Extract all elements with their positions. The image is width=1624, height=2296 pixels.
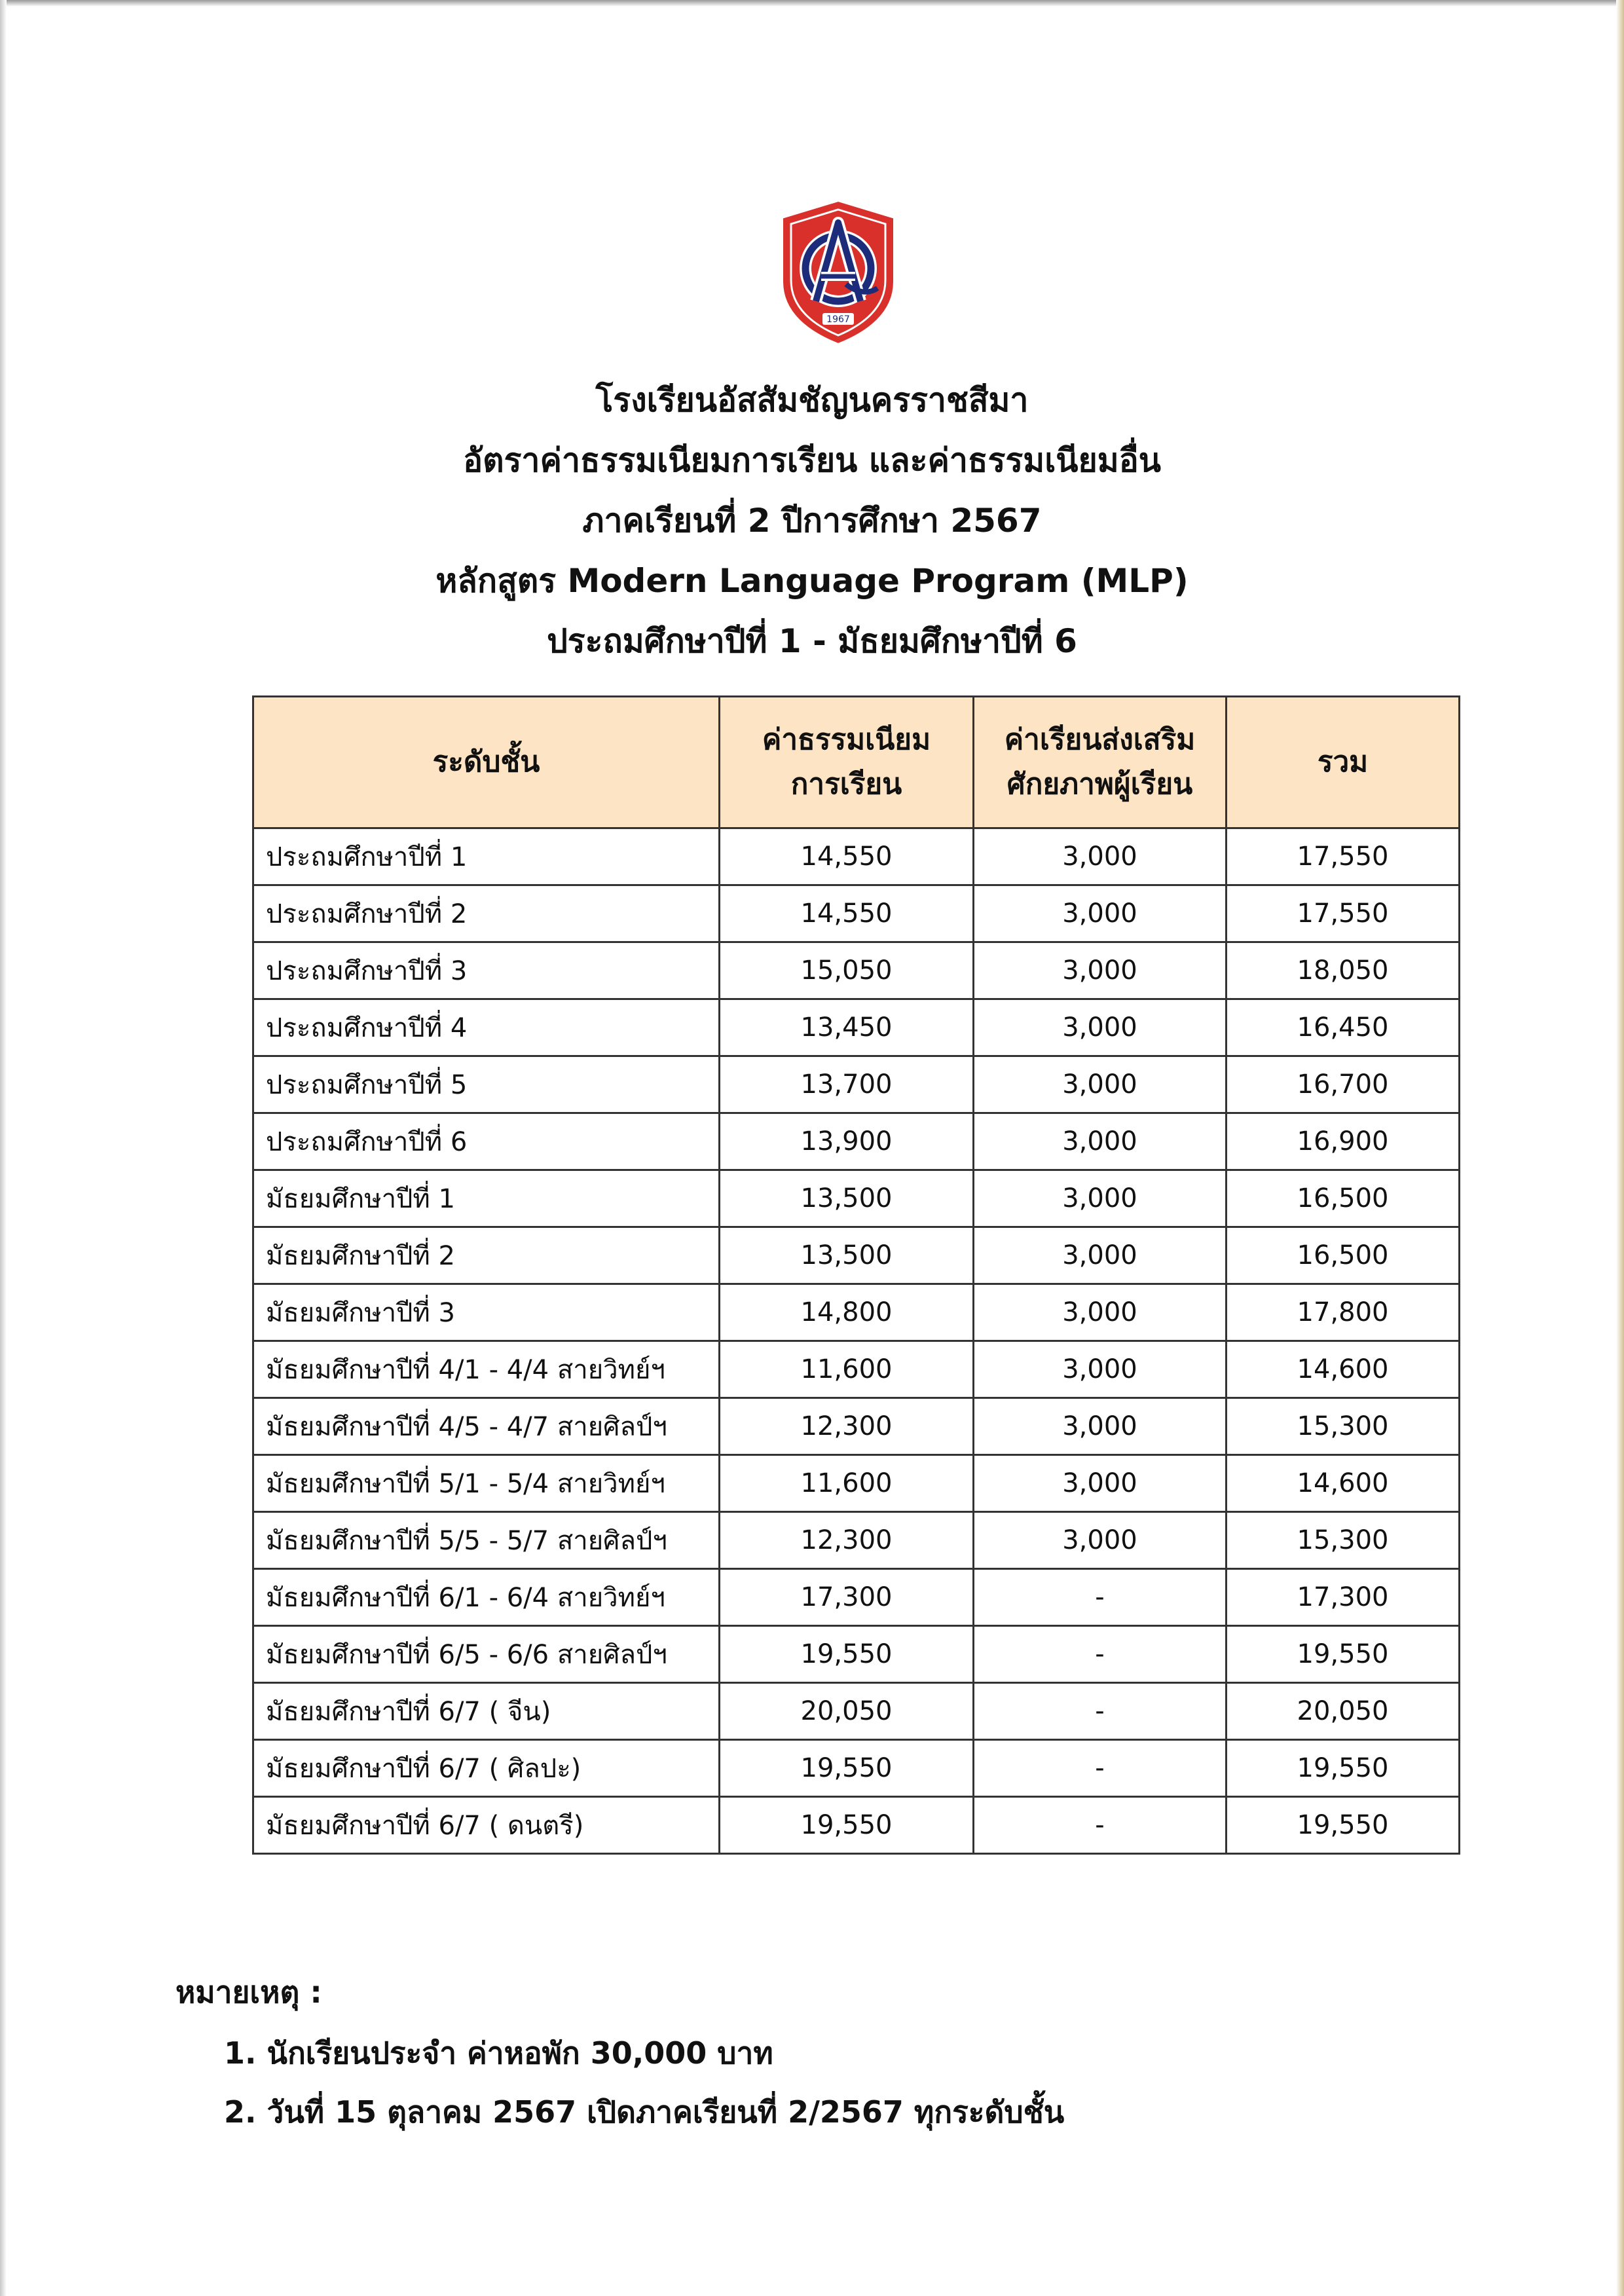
- enrichment-cell: -: [974, 1626, 1227, 1683]
- table-row: [253, 1797, 1460, 1854]
- program-title: หลักสูตร Modern Language Program (MLP): [435, 562, 1189, 600]
- tuition-cell: 14,550: [720, 885, 974, 942]
- total-cell: 17,800: [1227, 1284, 1460, 1341]
- enrichment-cell: 3,000: [974, 1056, 1227, 1113]
- enrichment-cell: 3,000: [974, 1284, 1227, 1341]
- level-cell: มัธยมศึกษาปีที่ 4/1 - 4/4 สายวิทย์ฯ: [253, 1341, 720, 1398]
- scan-edge-right: [1616, 0, 1624, 2296]
- level-cell: มัธยมศึกษาปีที่ 5/5 - 5/7 สายศิลป์ฯ: [253, 1512, 720, 1569]
- tuition-cell: 15,050: [720, 942, 974, 999]
- level-cell: ประถมศึกษาปีที่ 4: [253, 999, 720, 1056]
- table-row: [253, 999, 1460, 1056]
- header-tuition: ค่าธรรมเนียม การเรียน: [720, 697, 974, 828]
- total-cell: 17,550: [1227, 885, 1460, 942]
- table-row: [253, 1170, 1460, 1227]
- notes-label: หมายเหตุ :: [175, 1974, 322, 2010]
- school-crest-logo-icon: [773, 196, 904, 347]
- enrichment-cell: -: [974, 1797, 1227, 1854]
- header-total: รวม: [1227, 697, 1460, 828]
- level-cell: ประถมศึกษาปีที่ 6: [253, 1113, 720, 1170]
- total-cell: 20,050: [1227, 1683, 1460, 1740]
- total-cell: 17,550: [1227, 828, 1460, 885]
- header-enrichment: ค่าเรียนส่งเสริม ศักยภาพผู้เรียน: [974, 697, 1227, 828]
- tuition-cell: 11,600: [720, 1341, 974, 1398]
- tuition-cell: 13,700: [720, 1056, 974, 1113]
- level-cell: มัธยมศึกษาปีที่ 4/5 - 4/7 สายศิลป์ฯ: [253, 1398, 720, 1455]
- enrichment-cell: 3,000: [974, 1512, 1227, 1569]
- school-name: โรงเรียนอัสสัมชัญนครราชสีมา: [595, 381, 1029, 419]
- level-cell: มัธยมศึกษาปีที่ 2: [253, 1227, 720, 1284]
- tuition-cell: 12,300: [720, 1398, 974, 1455]
- header-level: ระดับชั้น: [253, 697, 720, 828]
- total-cell: 16,500: [1227, 1227, 1460, 1284]
- fee-table: [252, 695, 1460, 1855]
- enrichment-cell: 3,000: [974, 1227, 1227, 1284]
- table-row: [253, 1398, 1460, 1455]
- enrichment-cell: -: [974, 1569, 1227, 1626]
- level-cell: มัธยมศึกษาปีที่ 5/1 - 5/4 สายวิทย์ฯ: [253, 1455, 720, 1512]
- enrichment-cell: 3,000: [974, 1398, 1227, 1455]
- level-cell: ประถมศึกษาปีที่ 3: [253, 942, 720, 999]
- table-row: [253, 1512, 1460, 1569]
- enrichment-cell: 3,000: [974, 942, 1227, 999]
- logo-year: 1967: [826, 314, 850, 325]
- enrichment-cell: 3,000: [974, 1341, 1227, 1398]
- tuition-cell: 13,450: [720, 999, 974, 1056]
- table-row: [253, 1455, 1460, 1512]
- total-cell: 19,550: [1227, 1740, 1460, 1797]
- fee-title: อัตราค่าธรรมเนียมการเรียน และค่าธรรมเนียมอื่น: [463, 441, 1161, 479]
- tuition-cell: 11,600: [720, 1455, 974, 1512]
- tuition-cell: 19,550: [720, 1740, 974, 1797]
- enrichment-cell: 3,000: [974, 1113, 1227, 1170]
- tuition-cell: 19,550: [720, 1797, 974, 1854]
- level-cell: มัธยมศึกษาปีที่ 6/7 ( จีน): [253, 1683, 720, 1740]
- table-row: [253, 1341, 1460, 1398]
- enrichment-cell: 3,000: [974, 999, 1227, 1056]
- total-cell: 18,050: [1227, 942, 1460, 999]
- level-cell: มัธยมศึกษาปีที่ 6/7 ( ดนตรี): [253, 1797, 720, 1854]
- semester-title: ภาคเรียนที่ 2 ปีการศึกษา 2567: [582, 502, 1042, 540]
- tuition-cell: 13,500: [720, 1227, 974, 1284]
- table-row: [253, 1113, 1460, 1170]
- enrichment-cell: -: [974, 1740, 1227, 1797]
- level-cell: ประถมศึกษาปีที่ 2: [253, 885, 720, 942]
- table-row: [253, 1740, 1460, 1797]
- tuition-cell: 12,300: [720, 1512, 974, 1569]
- level-cell: ประถมศึกษาปีที่ 1: [253, 828, 720, 885]
- enrichment-cell: 3,000: [974, 828, 1227, 885]
- grade-range-title: ประถมศึกษาปีที่ 1 - มัธยมศึกษาปีที่ 6: [547, 622, 1077, 660]
- scan-edge-top: [0, 0, 1624, 7]
- enrichment-cell: 3,000: [974, 1170, 1227, 1227]
- tuition-cell: 20,050: [720, 1683, 974, 1740]
- total-cell: 15,300: [1227, 1512, 1460, 1569]
- table-row: [253, 885, 1460, 942]
- note-item: 1. นักเรียนประจำ ค่าหอพัก 30,000 บาท: [224, 2035, 773, 2071]
- table-header-row: [253, 697, 1460, 828]
- table-row: [253, 1056, 1460, 1113]
- tuition-cell: 13,500: [720, 1170, 974, 1227]
- level-cell: มัธยมศึกษาปีที่ 6/1 - 6/4 สายวิทย์ฯ: [253, 1569, 720, 1626]
- total-cell: 16,700: [1227, 1056, 1460, 1113]
- scan-edge-left: [0, 0, 7, 2296]
- table-row: [253, 942, 1460, 999]
- level-cell: มัธยมศึกษาปีที่ 6/5 - 6/6 สายศิลป์ฯ: [253, 1626, 720, 1683]
- table-row: [253, 1284, 1460, 1341]
- notes-section: [175, 1961, 1064, 2141]
- enrichment-cell: 3,000: [974, 1455, 1227, 1512]
- total-cell: 19,550: [1227, 1797, 1460, 1854]
- total-cell: 19,550: [1227, 1626, 1460, 1683]
- level-cell: มัธยมศึกษาปีที่ 6/7 ( ศิลปะ): [253, 1740, 720, 1797]
- enrichment-cell: -: [974, 1683, 1227, 1740]
- tuition-cell: 17,300: [720, 1569, 974, 1626]
- table-row: [253, 1683, 1460, 1740]
- level-cell: มัธยมศึกษาปีที่ 1: [253, 1170, 720, 1227]
- total-cell: 14,600: [1227, 1341, 1460, 1398]
- total-cell: 17,300: [1227, 1569, 1460, 1626]
- total-cell: 16,500: [1227, 1170, 1460, 1227]
- tuition-cell: 14,550: [720, 828, 974, 885]
- document-titles: [0, 370, 1624, 671]
- table-row: [253, 828, 1460, 885]
- level-cell: ประถมศึกษาปีที่ 5: [253, 1056, 720, 1113]
- total-cell: 14,600: [1227, 1455, 1460, 1512]
- level-cell: มัธยมศึกษาปีที่ 3: [253, 1284, 720, 1341]
- enrichment-cell: 3,000: [974, 885, 1227, 942]
- total-cell: 15,300: [1227, 1398, 1460, 1455]
- note-item: 2. วันที่ 15 ตุลาคม 2567 เปิดภาคเรียนที่ 2/2567 ทุกระดับชั้น: [224, 2094, 1065, 2130]
- table-row: [253, 1569, 1460, 1626]
- total-cell: 16,450: [1227, 999, 1460, 1056]
- tuition-cell: 14,800: [720, 1284, 974, 1341]
- tuition-cell: 19,550: [720, 1626, 974, 1683]
- total-cell: 16,900: [1227, 1113, 1460, 1170]
- table-row: [253, 1626, 1460, 1683]
- table-row: [253, 1227, 1460, 1284]
- tuition-cell: 13,900: [720, 1113, 974, 1170]
